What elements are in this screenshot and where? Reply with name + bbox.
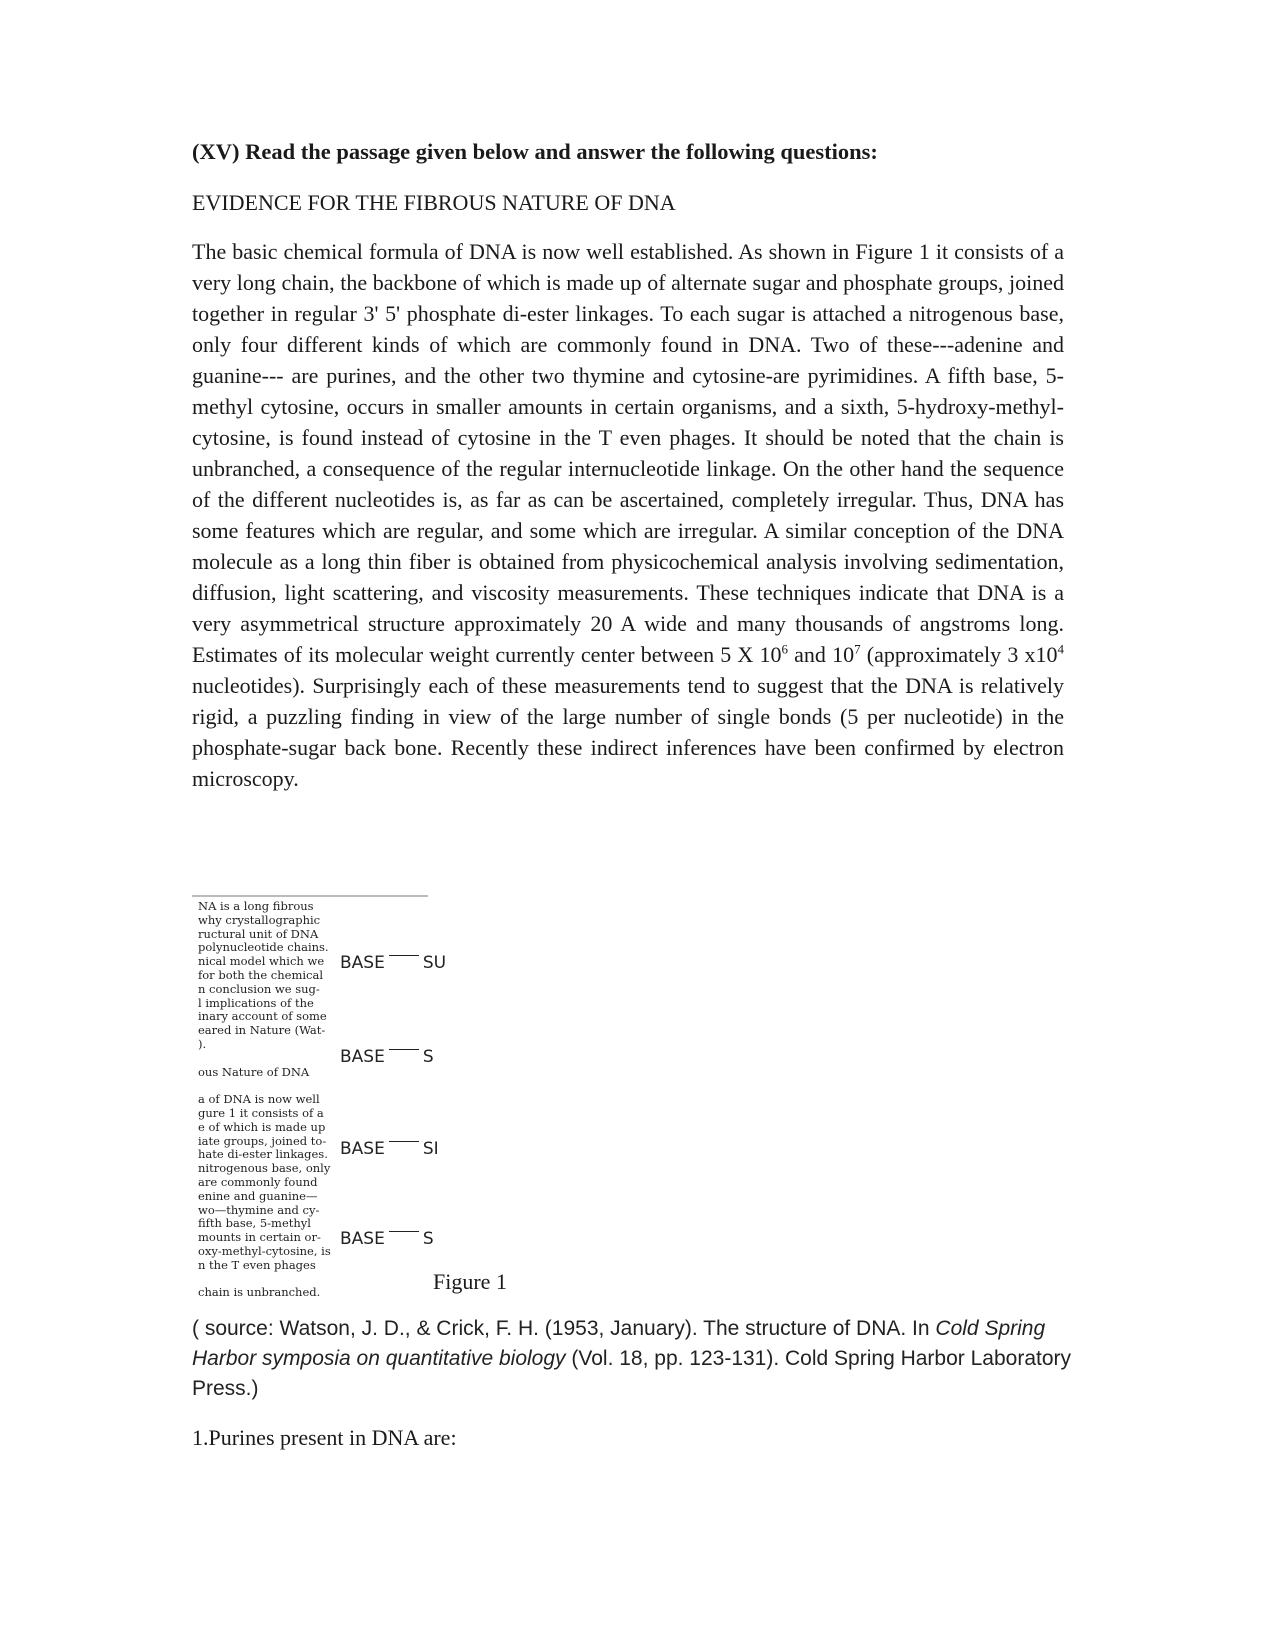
sugar-label: S	[422, 1229, 434, 1249]
question-heading: (XV) Read the passage given below and answer the following questions:	[192, 139, 878, 164]
passage-part-1: The basic chemical formula of DNA is now well established. As shown in Figure 1 it consists of a very long chain, the backbone of which is made up of alternate sugar and phosphate groups, joined together in regular 3' 5' phosphate di-ester linkages. To each sugar is attached a nitrogenous base, only four different kinds of which are commonly found in DNA. Two of these---adenine and guanine--- are purines, and the other two thymine and cytosine-are pyrimidines. A fifth base, 5-methyl cytosine, occurs in smaller amounts in certain organisms, and a sixth, 5-hydroxy-methyl-cytosine, is found instead of cytosine in the T even phages. It should be noted that the chain is unbranched, a consequence of the regular internucleotide linkage. On the other hand the sequence of the different nucleotides is, as far as can be ascertained, completely irregular. Thus, DNA has some features which are regular, and some which are irregular. A similar conception of the DNA molecule as a long thin fiber is obtained from physicochemical analysis involving sedimentation, diffusion, light scattering, and viscosity measurements. These techniques indicate that DNA is a very asymmetrical structure approximately 20 A wide and many thousands of angstroms long. Estimates of its molecular weight currently center between 5 X 10	[192, 239, 1064, 667]
scan-text-line: inary account of some	[198, 1009, 327, 1024]
base-label: BASE	[340, 1229, 385, 1249]
question-1: 1.Purines present in DNA are:	[192, 1425, 457, 1450]
base-sugar-row	[340, 1047, 434, 1067]
passage-title: EVIDENCE FOR THE FIBROUS NATURE OF DNA	[192, 190, 676, 215]
scan-text-line: hate di-ester linkages.	[198, 1147, 328, 1162]
sugar-label: S	[422, 1047, 434, 1067]
scan-text-line: gure 1 it consists of a	[198, 1106, 324, 1120]
base-sugar-row	[340, 1139, 439, 1159]
source-citation	[192, 1314, 1072, 1404]
scan-text-line: NA is a long fibrous	[198, 899, 314, 913]
scan-text-line: chain is unbranched.	[198, 1285, 321, 1300]
scan-text-line: ructural unit of DNA	[198, 926, 319, 941]
figure-1-scan	[192, 895, 447, 1305]
source-journal: Cold Spring Harbor symposia on quantitative biology	[192, 1317, 1046, 1370]
scan-text-line: enine and guanine—	[198, 1188, 318, 1203]
bond-line	[389, 1231, 419, 1232]
bond-line	[389, 955, 419, 956]
scan-text-line: ).	[198, 1037, 207, 1051]
scan-text-line: e of which is made up	[198, 1119, 326, 1134]
scan-text-line: wo—thymine and cy-	[198, 1202, 320, 1217]
scan-text-line: polynucleotide chains.	[198, 940, 329, 955]
scan-text-line: l implications of the	[198, 995, 314, 1010]
exponent-1: 6	[781, 641, 788, 657]
base-label: BASE	[340, 953, 385, 973]
scan-text-line: n conclusion we sug-	[198, 981, 320, 996]
exponent-2: 7	[854, 641, 861, 657]
scan-text-line: fifth base, 5-methyl	[198, 1216, 311, 1231]
figure-caption: Figure 1	[433, 1269, 507, 1294]
bond-line	[389, 1141, 419, 1142]
source-suffix: (Vol. 18, pp. 123-131). Cold Spring Harbor Laboratory Press.)	[192, 1347, 1072, 1400]
sugar-label: SI	[422, 1139, 439, 1159]
scan-text-line: nical model which we	[198, 954, 325, 969]
scan-text-line: for both the chemical	[198, 968, 324, 982]
sugar-label: SU	[422, 953, 447, 973]
scan-text-line: n the T even phages	[198, 1257, 316, 1272]
base-label: BASE	[340, 1047, 385, 1067]
scan-text-line: a of DNA is now well	[198, 1092, 320, 1107]
scan-text-line: are commonly found	[198, 1175, 318, 1189]
passage-text	[192, 236, 1064, 794]
bond-line	[389, 1049, 419, 1050]
scan-text-line: nitrogenous base, only	[198, 1161, 331, 1176]
scan-text-line: mounts in certain or-	[198, 1230, 321, 1245]
exponent-3: 4	[1057, 641, 1064, 657]
scan-text-line: eared in Nature (Wat-	[198, 1023, 326, 1038]
base-sugar-row	[340, 953, 446, 973]
base-label: BASE	[340, 1139, 385, 1159]
passage-part-3: (approximately 3 x10	[860, 642, 1058, 667]
scan-text-line: oxy-methyl-cytosine, is	[198, 1244, 331, 1258]
scan-text-line: ous Nature of DNA	[198, 1064, 310, 1079]
scan-text-line: iate groups, joined to-	[198, 1133, 327, 1148]
figure-top-rule	[192, 895, 428, 897]
base-sugar-row	[340, 1229, 434, 1249]
source-prefix: ( source: Watson, J. D., & Crick, F. H. (1953, January). The structure of DNA. In	[192, 1317, 936, 1340]
scan-text-line: why crystallographic	[198, 912, 321, 927]
passage-part-2: and 10	[787, 642, 855, 667]
passage-part-4: nucleotides). Surprisingly each of these measurements tend to suggest that the DNA is relatively rigid, a puzzling finding in view of the large number of single bonds (5 per nucleotide) in the phosphate-sugar back bone. Recently these indirect inferences have been confirmed by electron microscopy.	[192, 673, 1064, 791]
